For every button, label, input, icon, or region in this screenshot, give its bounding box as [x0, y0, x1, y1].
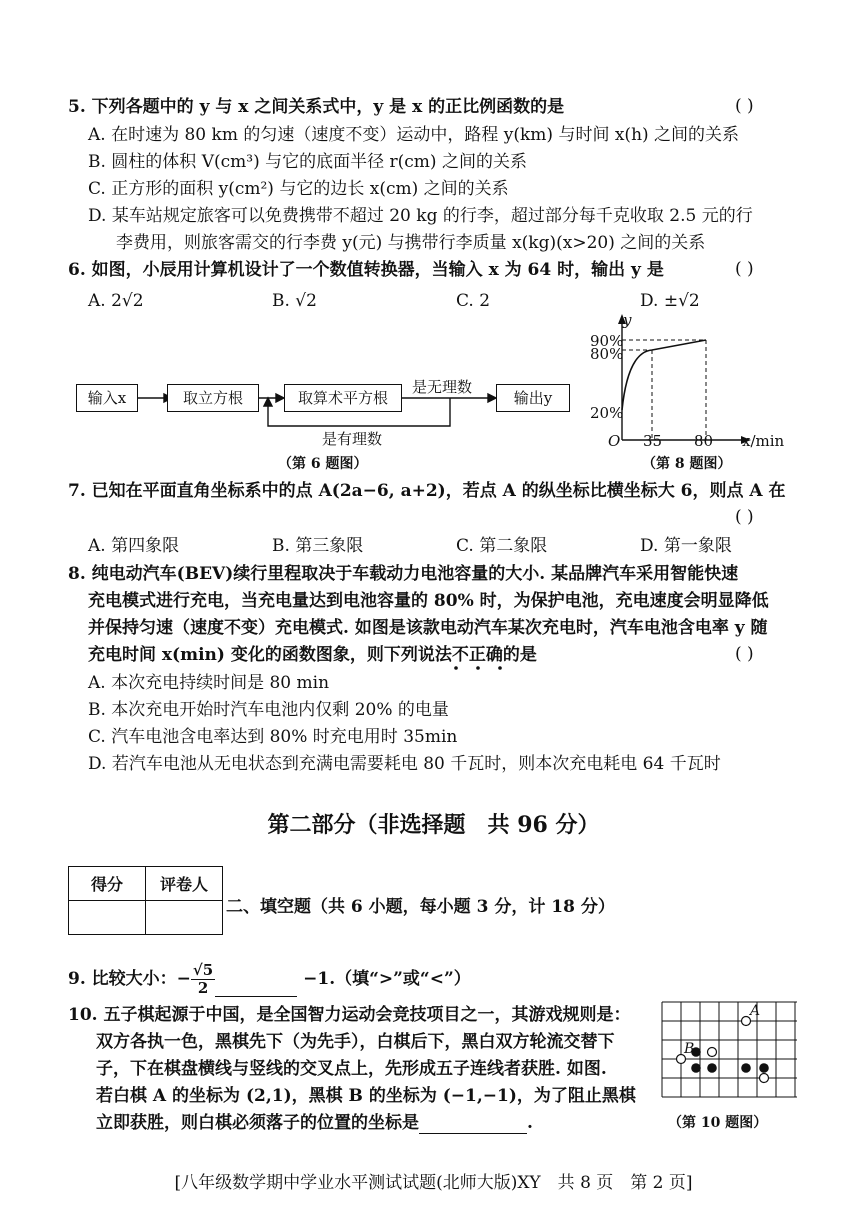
q5-option-b: B. 圆柱的体积 V(cm³) 与它的底面半径 r(cm) 之间的关系 — [88, 152, 527, 172]
q7-option-d: D. 第一象限 — [640, 536, 732, 556]
flow-output-box: 输出y — [496, 384, 570, 412]
q5-option-a: A. 在时速为 80 km 的匀速（速度不变）运动中，路程 y(km) 与时间 x(h) 之间的关系 — [88, 125, 740, 145]
q10-line3: 子，下在棋盘横线与竖线的交叉点上，先形成五子连线者获胜. 如图. — [96, 1059, 607, 1079]
q8-stem-line4: 充电时间 x(min) 变化的函数图象，则下列说法不正确的是 — [88, 645, 537, 665]
fig8-x-label: x/min — [742, 432, 785, 450]
black-stone — [759, 1063, 769, 1073]
q8-answer-paren: ( ) — [735, 644, 754, 664]
q9-prefix: 9. 比较大小：− — [68, 969, 191, 989]
q5-answer-paren: ( ) — [735, 96, 754, 116]
q9-line — [68, 962, 471, 997]
go-label-a: A — [750, 1003, 761, 1019]
flow-cube-root-box: 取立方根 — [167, 384, 259, 412]
flow-square-root-box: 取算术平方根 — [284, 384, 402, 412]
q10-line5: 立即获胜，则白棋必须落子的位置的坐标是 . — [96, 1113, 533, 1133]
q7-option-b: B. 第三象限 — [272, 536, 364, 556]
black-stone — [741, 1063, 751, 1073]
flow-label-irrational: 是无理数 — [412, 378, 473, 396]
figure6-caption: （第 6 题图） — [278, 456, 368, 472]
black-stone — [691, 1063, 701, 1073]
fig8-tick-90: 90% — [590, 332, 624, 350]
black-stone — [707, 1063, 717, 1073]
go-board-figure — [660, 1000, 800, 1104]
q7-stem: 7. 已知在平面直角坐标系中的点 A(2a−6, a+2)，若点 A 的纵坐标比横坐标大 6，则点 A 在 — [68, 481, 786, 501]
fig8-tick-80: 80% — [590, 345, 624, 363]
page-footer: [八年级数学期中学业水平测试试题(北师大版)XY 共 8 页 第 2 页] — [174, 1173, 693, 1193]
q9-fraction — [191, 962, 215, 997]
grader-cell — [146, 901, 223, 935]
q6-stem: 6. 如图，小辰用计算机设计了一个数值转换器，当输入 x 为 64 时，输出 y 是 — [68, 260, 664, 280]
q5-stem: 5. 下列各题中的 y 与 x 之间关系式中，y 是 x 的正比例函数的是 — [68, 97, 565, 117]
figure8-caption: （第 8 题图） — [642, 456, 732, 472]
q9-suffix: −1.（填“>”或“<”） — [303, 969, 471, 989]
q5-option-d-line2: 李费用，则旅客需交的行李费 y(元) 与携带行李质量 x(kg)(x>20) 之间的关系 — [116, 233, 706, 253]
fig8-origin: O — [608, 432, 621, 450]
q10-line4: 若白棋 A 的坐标为 (2,1)，黑棋 B 的坐标为 (−1,−1)，为了阻止黑棋 — [96, 1086, 636, 1106]
fig8-tick-80x: 80 — [694, 432, 714, 450]
grader-header: 评卷人 — [146, 867, 223, 901]
q5-option-c: C. 正方形的面积 y(cm²) 与它的边长 x(cm) 之间的关系 — [88, 179, 509, 199]
q9-answer-blank[interactable] — [215, 978, 297, 997]
fig8-curve — [622, 340, 706, 410]
q8-stem-line2: 充电模式进行充电，当充电量达到电池容量的 80% 时，为保护电池，充电速度会明显降低 — [88, 591, 769, 611]
go-label-b: B — [684, 1041, 695, 1057]
q7-option-c: C. 第二象限 — [456, 536, 548, 556]
q6-option-b: B. √2 — [272, 291, 317, 311]
q7-option-a: A. 第四象限 — [88, 536, 180, 556]
q6-option-c: C. 2 — [456, 291, 491, 311]
fig8-y-label: y — [623, 311, 632, 329]
white-stone — [760, 1074, 769, 1083]
q10-line2: 双方各执一色，黑棋先下（为先手），白棋后下，黑白双方轮流交替下 — [96, 1032, 615, 1052]
q8-option-c: C. 汽车电池含电率达到 80% 时充电用时 35min — [88, 727, 458, 747]
q9-frac-den: 2 — [197, 979, 209, 997]
fig8-tick-20: 20% — [590, 404, 624, 422]
q8-stem-line1: 8. 纯电动汽车(BEV)续行里程取决于车载动力电池容量的大小. 某品牌汽车采用智能快速 — [68, 564, 739, 584]
score-cell — [69, 901, 146, 935]
flow-input-box: 输入x — [76, 384, 138, 412]
part2-title: 第二部分（非选择题 共 96 分） — [267, 812, 600, 838]
q6-option-a: A. 2√2 — [88, 291, 144, 311]
section-fill-in-title: 二、填空题（共 6 小题，每小题 3 分，计 18 分） — [226, 897, 615, 917]
q6-answer-paren: ( ) — [735, 259, 754, 279]
fig8-tick-35: 35 — [643, 432, 663, 450]
q10-line5-text: 立即获胜，则白棋必须落子的位置的坐标是 — [96, 1113, 419, 1133]
q8-stem-line3: 并保持匀速（速度不变）充电模式. 如图是该款电动汽车某次充电时，汽车电池含电率 y 随 — [88, 618, 768, 638]
q9-frac-num: √5 — [192, 961, 214, 979]
q5-option-d-line1: D. 某车站规定旅客可以免费携带不超过 20 kg 的行李，超过部分每千克收取 2.5 元的行 — [88, 206, 753, 226]
q10-answer-blank[interactable] — [419, 1115, 527, 1134]
q6-option-d: D. ±√2 — [640, 291, 700, 311]
score-header: 得分 — [69, 867, 146, 901]
white-stone — [708, 1048, 717, 1057]
q10-line1: 10. 五子棋起源于中国，是全国智力运动会竞技项目之一，其游戏规则是： — [68, 1005, 631, 1025]
flow-label-rational: 是有理数 — [322, 430, 383, 448]
figure10-caption: （第 10 题图） — [668, 1115, 768, 1131]
q8-option-a: A. 本次充电持续时间是 80 min — [88, 673, 330, 693]
emphasis-dots — [450, 664, 510, 672]
q8-option-d: D. 若汽车电池从无电状态到充满电需要耗电 80 千瓦时，则本次充电耗电 64 千瓦时 — [88, 754, 721, 774]
q8-option-b: B. 本次充电开始时汽车电池内仅剩 20% 的电量 — [88, 700, 449, 720]
score-table — [68, 866, 223, 935]
q7-answer-paren: ( ) — [735, 507, 754, 527]
